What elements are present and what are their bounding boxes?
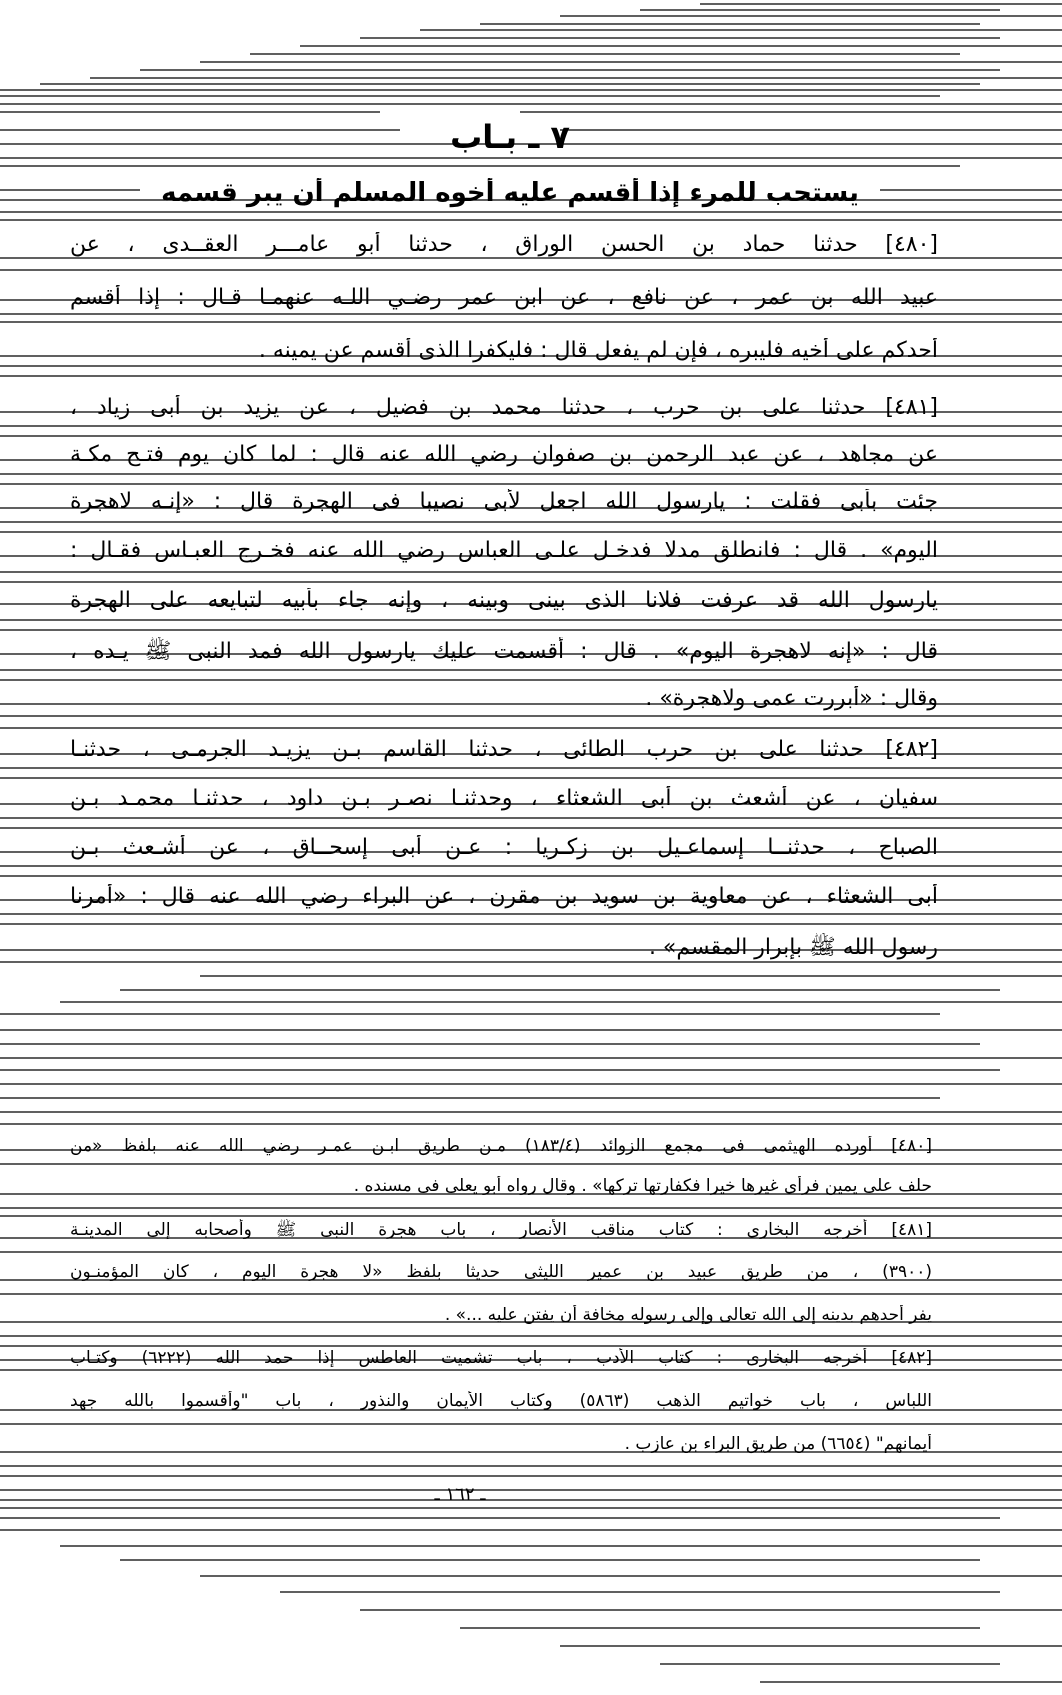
footnote-line: أيمانهم" (٦٦٥٤) من طريق البراء بن عازب . xyxy=(624,1434,932,1454)
hadith-line: قال : «إنه لاهجرة اليوم» . قال : أقسمت عليك يارسول الله فمد النبى ﷺ يـده ، xyxy=(70,639,938,664)
footnote-line: [٤٨١] أخرجه البخارى : كتاب مناقب الأنصار ، باب هجرة النبى ﷺ وأصحابه إلى المدينـة xyxy=(70,1220,932,1240)
hadith-line: عن مجاهد ، عن عبد الرحمن بن صفوان رضي الله عنه قال : لما كان يوم فتـح مكـة xyxy=(70,442,938,467)
chapter-title: ٧ ـ بـاب xyxy=(450,118,570,156)
hadith-line: رسول الله ﷺ بإبرار المقسم» . xyxy=(648,935,938,960)
hadith-line: عبيد الله بن عمر ، عن نافع ، عن ابن عمر رضـي اللـه عنهمـا قـال : إذا أقسم xyxy=(70,285,938,310)
page-number: ـ ١٦٢ ـ xyxy=(434,1484,486,1505)
hadith-line: [٤٨٠] حدثنا حماد بن الحسن الوراق ، حدثنا أبو عامـــر العقــدى ، عن xyxy=(70,232,938,257)
hadith-line: أبى الشعثاء ، عن معاوية بن سويد بن مقرن ، عن البراء رضي الله عنه قال : «أمرنا xyxy=(70,884,938,909)
hadith-line: سفيان ، عن أشعث بن أبى الشعثاء ، وحدثنـا نصـر بـن داود ، حدثنـا محمـد بـن xyxy=(70,786,938,811)
hadith-line: أحدكم على أخيه فليبره ، فإن لم يفعل قال : فليكفرا الذى أقسم عن يمينه . xyxy=(258,338,938,363)
chapter-subtitle: يستحب للمرء إذا أقسم عليه أخوه المسلم أن يبر قسمه xyxy=(161,178,859,208)
hadith-line: [٤٨٢] حدثنا على بن حرب الطائى ، حدثنا القاسم بـن يزيـد الجرمـى ، حدثنـا xyxy=(70,737,938,762)
footnote-line: حلف على يمين فرأى غيرها خيرا فكفارتها تركها» . وقال رواه أبو يعلى فى مسنده . xyxy=(353,1176,932,1196)
footnote-line: [٤٨٢] أخرجه البخارى : كتاب الأدب ، باب تشميت العاطس إذا حمد الله (٦٢٢٢) وكتـاب xyxy=(70,1348,932,1368)
hadith-line: الصباح ، حدثنــا إسماعـيل بن زكـريا : عـن أبى إسحــاق ، عن أشـعث بـن xyxy=(70,835,938,860)
hadith-line: [٤٨١] حدثنا على بن حرب ، حدثنا محمد بن فضيل ، عن يزيد بن أبى زياد ، xyxy=(70,395,938,420)
footnote-line: (٣٩٠٠) ، من طريق عبيد بن عمير الليثى حديثا بلفظ «لا هجرة اليوم ، كان المؤمنـون xyxy=(70,1262,932,1282)
hadith-line: اليوم» . قال : فانطلق مدلا فدخـل علـى العباس رضي الله عنه فخـرج العبـاس فقـال : xyxy=(70,538,938,563)
hadith-line: يارسول الله قد عرفت فلانا الذى بينى وبينه ، وإنه جاء بأبيه لتبايعه على الهجرة xyxy=(70,588,938,613)
footnote-line: يفر أحدهم بدينه إلى الله تعالى وإلى رسوله مخافة أن يفتن عليه ...» . xyxy=(444,1305,932,1325)
hadith-line: جئت بأبى فقلت : يارسول الله اجعل لأبى نصيبا فى الهجرة قال : «إنـه لاهجرة xyxy=(70,489,938,514)
hadith-line: وقال : «أبررت عمى ولاهجرة» . xyxy=(645,686,938,711)
footnote-line: اللباس ، باب خواتيم الذهب (٥٨٦٣) وكتاب الأيمان والنذور ، باب "وأقسموا بالله جهد xyxy=(70,1391,932,1411)
footnote-line: [٤٨٠] أورده الهيثمى فى مجمع الزوائد (١٨٣/٤) مـن طريق ابـن عمـر رضي الله عنه بلفظ «من xyxy=(70,1136,932,1156)
